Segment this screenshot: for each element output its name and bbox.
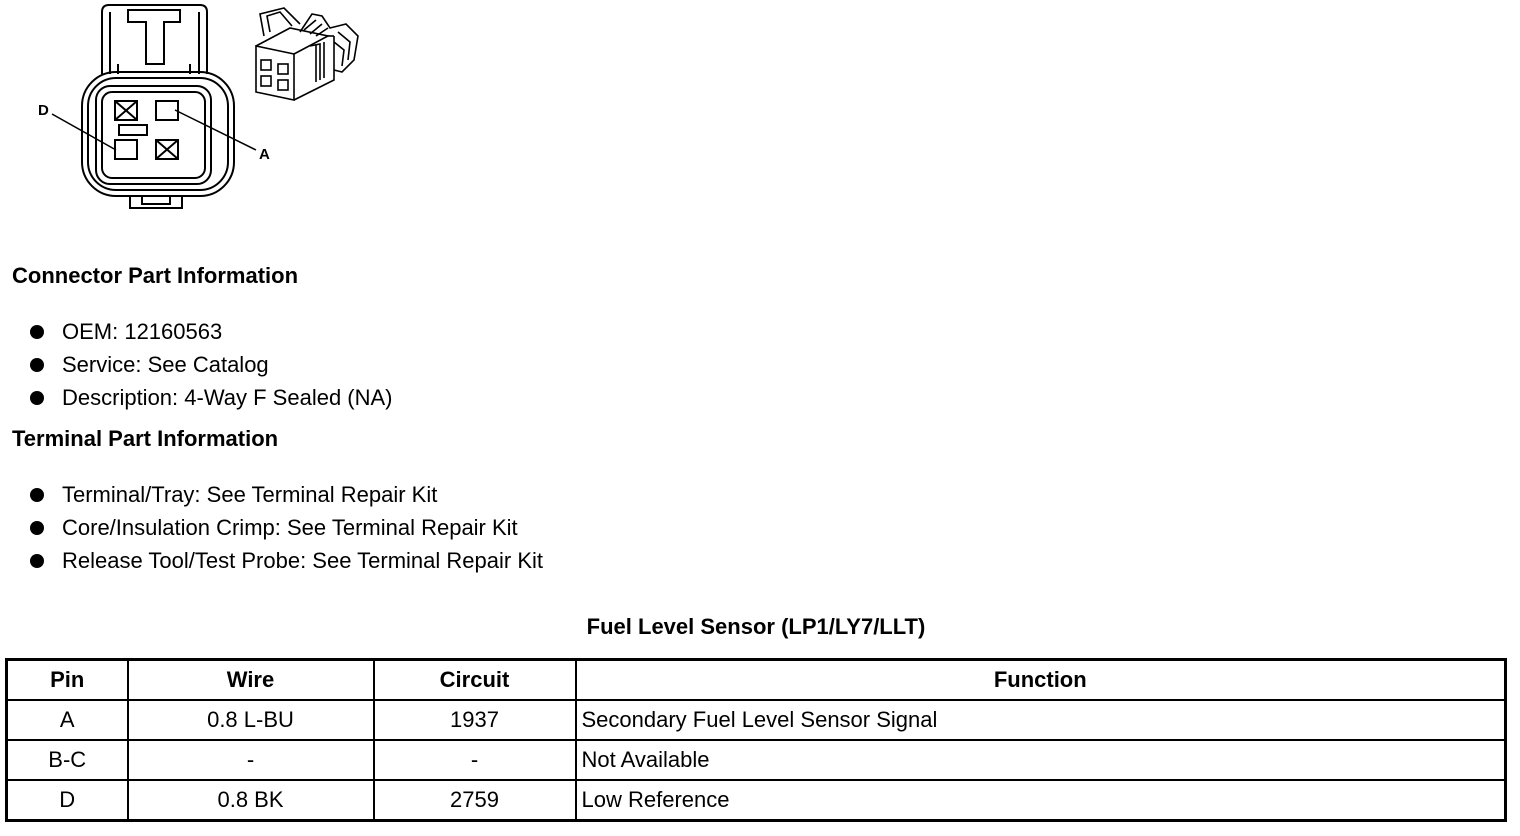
cell-function: Secondary Fuel Level Sensor Signal — [576, 700, 1506, 740]
terminal-info-list — [28, 478, 543, 577]
cell-wire: 0.8 BK — [128, 780, 374, 821]
list-item: OEM: 12160563 — [28, 315, 393, 348]
list-item: Description: 4-Way F Sealed (NA) — [28, 381, 393, 414]
bullet-icon — [30, 358, 44, 372]
list-item: Terminal/Tray: See Terminal Repair Kit — [28, 478, 543, 511]
cell-pin: D — [7, 780, 128, 821]
cell-circuit: 1937 — [374, 700, 576, 740]
bullet-icon — [30, 488, 44, 502]
cell-circuit: - — [374, 740, 576, 780]
table-header-row — [7, 660, 1506, 701]
connector-info-list — [28, 315, 393, 414]
header-wire: Wire — [128, 660, 374, 701]
header-pin: Pin — [7, 660, 128, 701]
header-circuit: Circuit — [374, 660, 576, 701]
list-item: Service: See Catalog — [28, 348, 393, 381]
header-function: Function — [576, 660, 1506, 701]
table-caption: Fuel Level Sensor (LP1/LY7/LLT) — [586, 614, 926, 639]
cell-function: Not Available — [576, 740, 1506, 780]
pin-d-label: D — [38, 102, 49, 119]
list-item: Release Tool/Test Probe: See Terminal Repair Kit — [28, 544, 543, 577]
table-row — [7, 700, 1506, 740]
bullet-icon — [30, 391, 44, 405]
cell-pin: B-C — [7, 740, 128, 780]
list-item: Core/Insulation Crimp: See Terminal Repair Kit — [28, 511, 543, 544]
pin-table — [5, 658, 1507, 822]
connector-face-diagram — [30, 0, 280, 215]
table-row — [7, 740, 1506, 780]
bullet-icon — [30, 554, 44, 568]
cell-wire: - — [128, 740, 374, 780]
connector-3d-illustration — [250, 2, 365, 102]
terminal-info-heading: Terminal Part Information — [12, 426, 279, 451]
table-row — [7, 780, 1506, 821]
pin-a-label: A — [259, 146, 270, 163]
connector-info-heading: Connector Part Information — [12, 263, 299, 288]
cell-pin: A — [7, 700, 128, 740]
cell-function: Low Reference — [576, 780, 1506, 821]
cell-circuit: 2759 — [374, 780, 576, 821]
bullet-icon — [30, 325, 44, 339]
cell-wire: 0.8 L-BU — [128, 700, 374, 740]
bullet-icon — [30, 521, 44, 535]
